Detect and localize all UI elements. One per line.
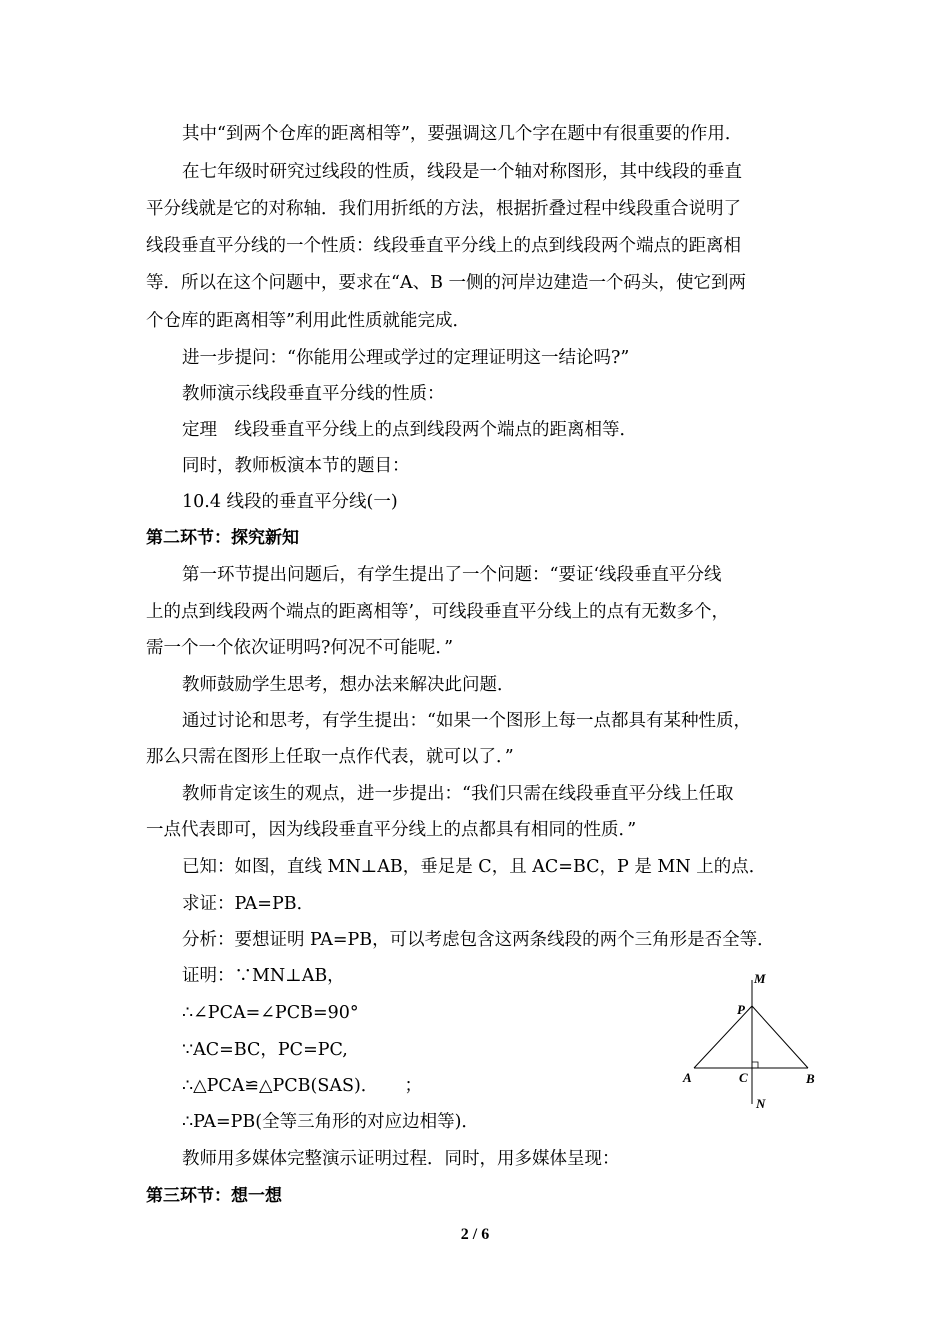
label-n: N — [756, 1096, 766, 1111]
paragraph-line: 需一个一个依次证明吗?何况不可能呢．” — [146, 638, 454, 658]
proof-line: ∴△PCA≌△PCB(SAS)． ； — [182, 1076, 423, 1096]
section-heading: 第二环节：探究新知 — [146, 528, 299, 548]
segment-pb — [752, 1006, 808, 1068]
right-angle-mark — [752, 1062, 758, 1068]
paragraph-line: 在七年级时研究过线段的性质，线段是一个轴对称图形，其中线段的垂直 — [182, 162, 742, 182]
paragraph-line: 教师肯定该生的观点，进一步提出：“我们只需在线段垂直平分线上任取 — [182, 784, 734, 804]
paragraph-line: 教师用多媒体完整演示证明过程．同时，用多媒体呈现： — [182, 1149, 620, 1169]
given-line: 已知：如图，直线 MN⊥AB，垂足是 C，且 AC=BC，P 是 MN 上的点． — [182, 857, 767, 877]
proof-line: ∴∠PCA=∠PCB=90° — [182, 1003, 359, 1023]
proof-line: ∵AC=BC，PC=PC, — [182, 1040, 348, 1060]
geometry-figure — [676, 966, 826, 1116]
label-b: B — [806, 1071, 815, 1086]
paragraph-line: 教师鼓励学生思考，想办法来解决此问题． — [182, 675, 515, 695]
proof-line: ∴PA=PB(全等三角形的对应边相等)． — [182, 1112, 479, 1132]
analysis-line: 分析：要想证明 PA=PB，可以考虑包含这两条线段的两个三角形是否全等． — [182, 930, 775, 950]
theorem-line: 定理 线段垂直平分线上的点到线段两个端点的距离相等． — [182, 420, 637, 440]
paragraph-line: 通过讨论和思考，有学生提出：“如果一个图形上每一点都具有某种性质， — [182, 711, 751, 731]
paragraph-line: 线段垂直平分线的一个性质：线段垂直平分线上的点到线段两个端点的距离相 — [146, 236, 741, 256]
label-a: A — [683, 1070, 692, 1085]
paragraph-line: 同时，教师板演本节的题目： — [182, 456, 410, 476]
paragraph-line: 第一环节提出问题后，有学生提出了一个问题：“要证‘线段垂直平分线 — [182, 565, 722, 585]
prove-line: 求证：PA=PB． — [182, 894, 315, 914]
proof-line: 证明：∵MN⊥AB， — [182, 966, 345, 986]
label-m: M — [754, 971, 766, 986]
paragraph-line: 进一步提问：“你能用公理或学过的定理证明这一结论吗?” — [182, 348, 630, 368]
paragraph-line: 那么只需在图形上任取一点作代表，就可以了．” — [146, 747, 514, 767]
label-c: C — [739, 1070, 748, 1085]
paragraph-line: 教师演示线段垂直平分线的性质： — [182, 384, 445, 404]
paragraph-line: 等．所以在这个问题中，要求在“A、B 一侧的河岸边建造一个码头，使它到两 — [146, 273, 747, 293]
page-number: 2 / 6 — [460, 1226, 490, 1243]
paragraph-line: 平分线就是它的对称轴．我们用折纸的方法，根据折叠过程中线段重合说明了 — [146, 199, 741, 219]
paragraph-line: 其中“到两个仓库的距离相等”，要强调这几个字在题中有很重要的作用． — [182, 124, 743, 144]
paragraph-line: 上的点到线段两个端点的距离相等’，可线段垂直平分线上的点有无数多个， — [146, 602, 730, 622]
paragraph-line: 一点代表即可，因为线段垂直平分线上的点都具有相同的性质．” — [146, 820, 637, 840]
paragraph-line: 个仓库的距离相等”利用此性质就能完成． — [146, 311, 470, 331]
section-heading: 第三环节：想一想 — [146, 1186, 282, 1206]
lesson-title: 10.4 线段的垂直平分线(一) — [182, 492, 398, 512]
label-p: P — [737, 1002, 745, 1017]
